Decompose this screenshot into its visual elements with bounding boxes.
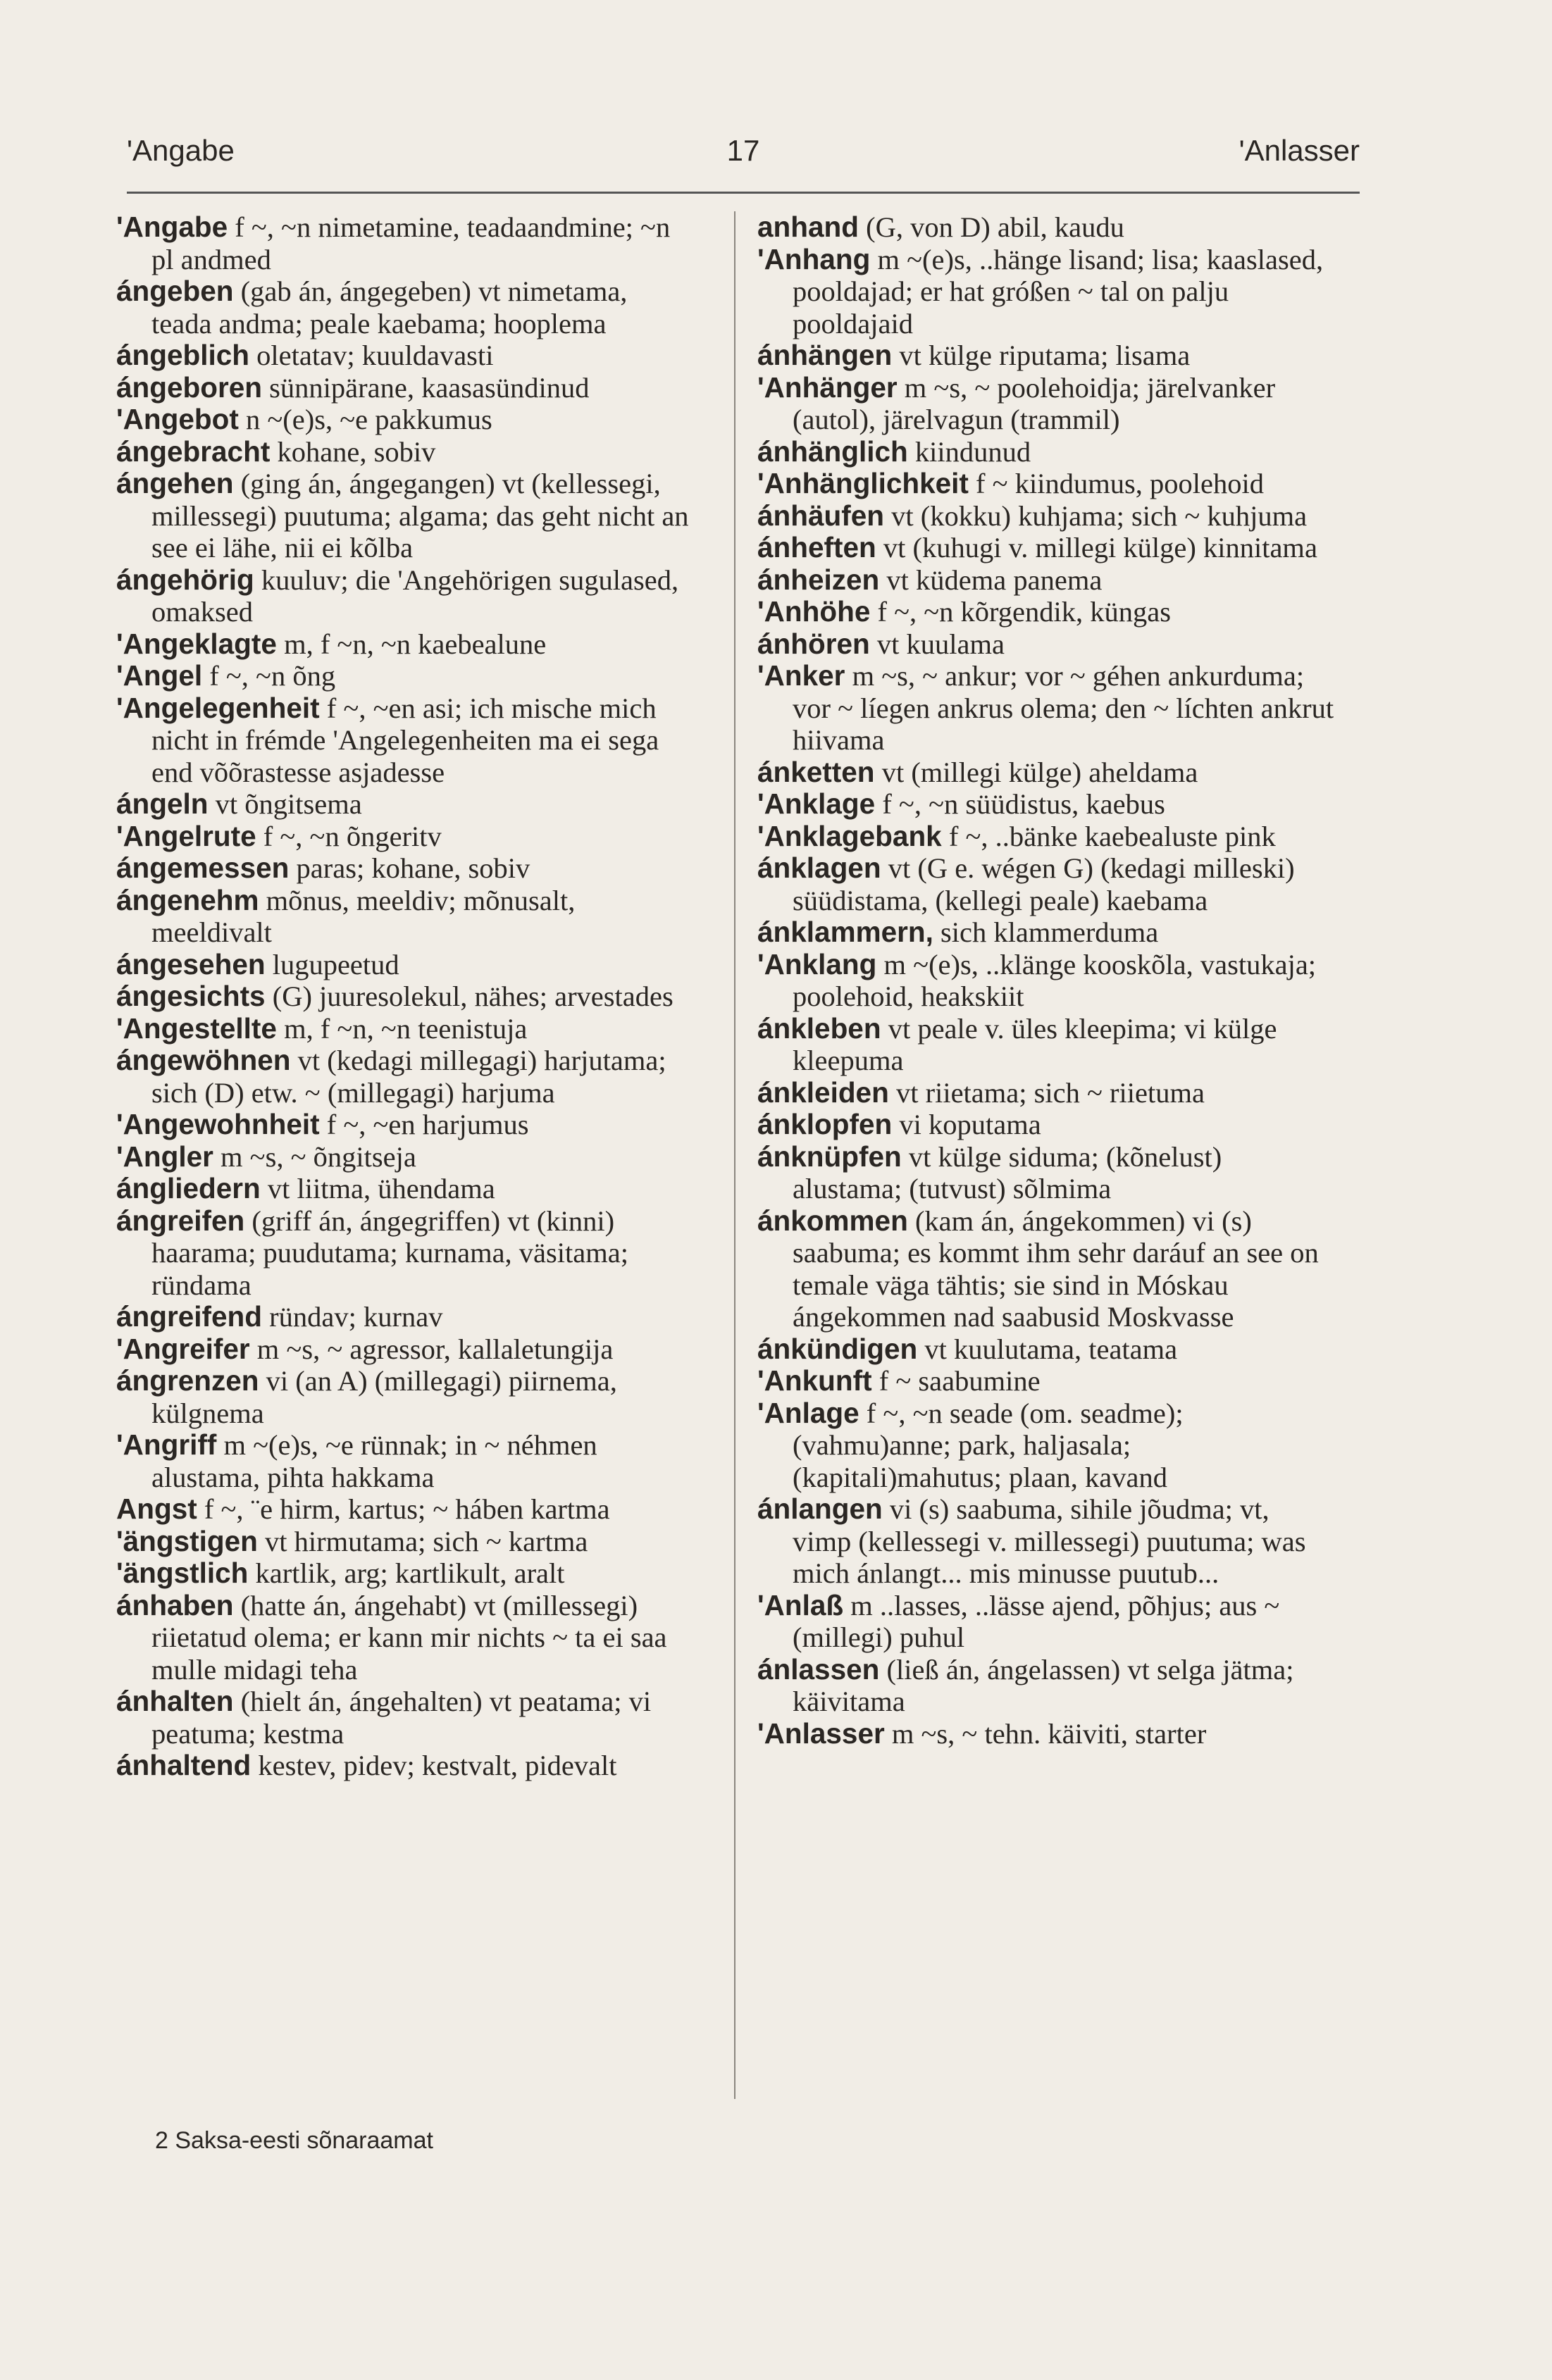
entry-headword: ángesichts xyxy=(116,980,266,1012)
entry-headword: 'Anlage xyxy=(757,1396,859,1429)
entry-headword: ánlangen xyxy=(757,1493,883,1525)
dictionary-entry: 'Angler m ~s, ~ õngitseja xyxy=(116,1140,416,1173)
entry-headword: ánketten xyxy=(757,755,875,788)
entry-headword: 'Anlaß xyxy=(757,1588,844,1621)
entry-headword: ánhäufen xyxy=(757,499,885,532)
dictionary-entry: ánkleiden vt riietama; sich ~ riietuma xyxy=(757,1076,1205,1109)
entry-headword: 'Anklage xyxy=(757,787,876,820)
dictionary-entry: ángemessen paras; kohane, sobiv xyxy=(116,852,530,884)
dictionary-entry: ánhäufen vt (kokku) kuhjama; sich ~ kuhjuma xyxy=(757,499,1308,532)
entry-headword: ánhaltend xyxy=(116,1749,252,1781)
entry-headword: ánhören xyxy=(757,627,870,660)
entry-headword: 'Anhänger xyxy=(757,370,898,404)
entry-headword: ángesehen xyxy=(116,947,266,980)
dictionary-entry: 'Anker m ~s, ~ ankur; vor ~ géhen ankurduma; vor ~ líegen ankrus olema; den ~ líchten ankrut hiivama xyxy=(757,659,1334,756)
dictionary-entry: ánkündigen vt kuulutama, teatama xyxy=(757,1332,1178,1365)
dictionary-entry: 'Anklagebank f ~, ..bänke kaebealuste pink xyxy=(757,819,1276,852)
dictionary-entry: ánkleben vt peale v. üles kleepima; vi külge kleepuma xyxy=(757,1011,1277,1076)
header-right-guideword: 'Anlasser xyxy=(1239,134,1360,167)
dictionary-entry: ánheften vt (kuhugi v. millegi külge) kinnitama xyxy=(757,531,1317,563)
dictionary-entry: 'ängstlich kartlik, arg; kartlikult, aralt xyxy=(116,1557,565,1589)
dictionary-entry: 'Anhöhe f ~, ~n kõrgendik, küngas xyxy=(757,595,1172,628)
entry-headword: anhand xyxy=(757,211,859,243)
dictionary-entry: anhand (G, von D) abil, kaudu xyxy=(757,211,1124,243)
left-column xyxy=(116,211,694,1782)
entry-headword: ánhalten xyxy=(116,1685,234,1717)
dictionary-entry: 'Anlage f ~, ~n seade (om. seadme); (vahmu)anne; park, haljasala; (kapitali)mahutus; plaan, kavand xyxy=(757,1396,1184,1493)
dictionary-entry: Angst f ~, ¨e hirm, kartus; ~ háben kartma xyxy=(116,1493,610,1525)
dictionary-entry: 'Angebot n ~(e)s, ~e pakkumus xyxy=(116,403,492,435)
dictionary-entry: ángeben (gab án, ángegeben) vt nimetama, teada andma; peale kaebama; hooplema xyxy=(116,275,628,339)
dictionary-entry: 'Anhänglichkeit f ~ kiindumus, poolehoid xyxy=(757,467,1264,499)
dictionary-entry: ángrenzen vi (an A) (millegagi) piirnema, külgnema xyxy=(116,1364,617,1429)
dictionary-entry: 'Anklang m ~(e)s, ..klänge kooskõla, vastukaja; poolehoid, heakskiit xyxy=(757,947,1317,1012)
entry-headword: 'Anlasser xyxy=(757,1717,885,1750)
entry-headword: ánklagen xyxy=(757,852,881,884)
dictionary-entry: 'Anlaß m ..lasses, ..lässe ajend, põhjus; aus ~ (millegi) puhul xyxy=(757,1588,1280,1653)
dictionary-entry: ángreifen (griff án, ángegriffen) vt (kinni) haarama; puudutama; kurnama, väsitama; ründama xyxy=(116,1204,628,1301)
dictionary-entry: ángliedern vt liitma, ühendama xyxy=(116,1172,495,1204)
dictionary-entry: ángesehen lugupeetud xyxy=(116,947,399,980)
entry-headword: 'Angel xyxy=(116,659,203,692)
entry-headword: ángewöhnen xyxy=(116,1044,291,1076)
column-divider xyxy=(734,211,735,2099)
dictionary-entry: 'Angel f ~, ~n õng xyxy=(116,659,336,692)
entry-headword: 'Angelegenheit xyxy=(116,691,320,724)
dictionary-entry: ánhaben (hatte án, ángehabt) vt (millessegi) riietatud olema; er kann mir nichts ~ ta ei saa mulle midagi teha xyxy=(116,1588,667,1686)
dictionary-entry: ánhänglich kiindunud xyxy=(757,435,1031,468)
header-left-guideword: 'Angabe xyxy=(127,134,235,167)
entry-headword: ánkleiden xyxy=(757,1076,889,1109)
dictionary-entry: 'Angestellte m, f ~n, ~n teenistuja xyxy=(116,1011,528,1045)
entry-headword: ángreifend xyxy=(116,1300,263,1333)
entry-headword: ánheften xyxy=(757,531,876,563)
entry-headword: 'ängstlich xyxy=(116,1557,249,1589)
dictionary-entry: ánhaltend kestev, pidev; kestvalt, pidevalt xyxy=(116,1749,617,1781)
entry-headword: ángrenzen xyxy=(116,1364,259,1397)
entry-headword: ángemessen xyxy=(116,852,290,884)
entry-headword: 'Anhöhe xyxy=(757,595,871,628)
dictionary-entry: 'Angeklagte m, f ~n, ~n kaebealune xyxy=(116,627,547,660)
entry-headword: ángliedern xyxy=(116,1172,261,1204)
dictionary-entry: ángesichts (G) juuresolekul, nähes; arvestades xyxy=(116,980,673,1012)
entry-headword: 'Angriff xyxy=(116,1428,217,1461)
entry-headword: 'Angebot xyxy=(116,403,239,435)
page-header xyxy=(127,134,1360,190)
dictionary-entry: ánhalten (hielt án, ángehalten) vt peatama; vi peatuma; kestma xyxy=(116,1685,652,1750)
entry-headword: ánknüpfen xyxy=(757,1140,902,1173)
entry-headword: ángeben xyxy=(116,275,234,307)
dictionary-entry: ángenehm mõnus, meeldiv; mõnusalt, meeldivalt xyxy=(116,883,576,948)
dictionary-entry: 'Angelrute f ~, ~n õngeritv xyxy=(116,819,442,852)
dictionary-entry: 'Angelegenheit f ~, ~en asi; ich mische mich nicht in frémde 'Angelegenheiten ma ei sega end võõrastesse asjadesse xyxy=(116,691,659,788)
entry-headword: 'Angelrute xyxy=(116,819,256,852)
dictionary-entry: 'Angabe f ~, ~n nimetamine, teadaandmine; ~n pl andmed xyxy=(116,211,671,275)
entry-headword: 'Anker xyxy=(757,659,845,692)
dictionary-entry: ánhängen vt külge riputama; lisama xyxy=(757,339,1191,371)
dictionary-entry: ángehörig kuuluv; die 'Angehörigen sugulased, omaksed xyxy=(116,563,679,628)
dictionary-entry: ánklopfen vi koputama xyxy=(757,1108,1041,1140)
header-rule xyxy=(127,192,1360,194)
dictionary-entry: ángeblich oletatav; kuuldavasti xyxy=(116,339,494,371)
dictionary-entry: ánheizen vt küdema panema xyxy=(757,563,1103,596)
entry-headword: ángreifen xyxy=(116,1204,245,1237)
dictionary-entry: 'Anlasser m ~s, ~ tehn. käiviti, starter xyxy=(757,1717,1207,1750)
entry-headword: ángebracht xyxy=(116,435,271,468)
entry-headword: 'Anhänglichkeit xyxy=(757,467,969,499)
entry-headword: ánhängen xyxy=(757,339,893,371)
dictionary-entry: ánlassen (ließ án, ángelassen) vt selga jätma; käivitama xyxy=(757,1652,1294,1717)
entry-headword: 'Ankunft xyxy=(757,1364,872,1397)
entry-headword: 'Angabe xyxy=(116,211,228,243)
dictionary-entry: ánklagen vt (G e. wégen G) (kedagi milleski) süüdistama, (kellegi peale) kaebama xyxy=(757,852,1295,916)
dictionary-entry: 'Angewohnheit f ~, ~en harjumus xyxy=(116,1108,529,1140)
entry-headword: ánhänglich xyxy=(757,435,908,468)
dictionary-entry: 'Anhang m ~(e)s, ..hänge lisand; lisa; kaaslased, pooldajad; er hat gróßen ~ tal on palju pooldajaid xyxy=(757,242,1324,339)
entry-headword: 'Angreifer xyxy=(116,1332,250,1365)
entry-headword: ángeboren xyxy=(116,370,263,404)
entry-headword: 'Anhang xyxy=(757,242,871,275)
dictionary-entry: 'Anhänger m ~s, ~ poolehoidja; järelvanker (autol), järelvagun (trammil) xyxy=(757,370,1276,435)
entry-headword: Angst xyxy=(116,1493,197,1525)
entry-headword: 'Anklagebank xyxy=(757,819,942,852)
dictionary-entry: ánklammern, sich klammerduma xyxy=(757,916,1159,948)
entry-headword: 'Angewohnheit xyxy=(116,1108,320,1140)
entry-headword: 'Anklang xyxy=(757,947,877,980)
entry-headword: 'Angeklagte xyxy=(116,627,277,660)
entry-headword: ángehörig xyxy=(116,563,254,596)
entry-headword: 'Angestellte xyxy=(116,1011,277,1045)
entry-headword: ánhaben xyxy=(116,1588,234,1621)
entry-headword: ángeblich xyxy=(116,339,250,371)
dictionary-entry: ánhören vt kuulama xyxy=(757,627,1005,660)
dictionary-entry: ánkommen (kam án, ángekommen) vi (s) saabuma; es kommt ihm sehr daráuf an see on temale väga tähtis; sie sind in Móskau ángekommen nad saabusid Moskvasse xyxy=(757,1204,1319,1333)
page-number: 17 xyxy=(726,134,760,167)
dictionary-entry: ángreifend ründav; kurnav xyxy=(116,1300,443,1333)
dictionary-entry: ángeln vt õngitsema xyxy=(116,787,362,820)
dictionary-entry: 'Anklage f ~, ~n süüdistus, kaebus xyxy=(757,787,1165,820)
footer-signature: 2 Saksa-eesti sõnaraamat xyxy=(155,2127,433,2154)
entry-headword: ángenehm xyxy=(116,883,259,916)
entry-headword: ánheizen xyxy=(757,563,880,596)
entry-headword: ánkündigen xyxy=(757,1332,918,1365)
entry-headword: ángehen xyxy=(116,467,234,499)
entry-headword: 'ängstigen xyxy=(116,1524,258,1557)
dictionary-entry: 'Angreifer m ~s, ~ agressor, kallaletungija xyxy=(116,1332,614,1365)
entry-headword: ánkommen xyxy=(757,1204,908,1237)
dictionary-entry: ánlangen vi (s) saabuma, sihile jõudma; vt, vimp (kellessegi v. millessegi) puutuma; was mich ánlangt... mis minusse puutub... xyxy=(757,1493,1306,1589)
dictionary-entry: 'Angriff m ~(e)s, ~e rünnak; in ~ néhmen alustama, pihta hakkama xyxy=(116,1428,597,1493)
dictionary-entry: ánketten vt (millegi külge) aheldama xyxy=(757,755,1198,788)
entry-headword: ánlassen xyxy=(757,1652,880,1686)
dictionary-entry: ángeboren sünnipärane, kaasasündinud xyxy=(116,370,590,404)
entry-headword: ángeln xyxy=(116,787,209,820)
dictionary-entry: 'Ankunft f ~ saabumine xyxy=(757,1364,1041,1397)
dictionary-entry: 'ängstigen vt hirmutama; sich ~ kartma xyxy=(116,1524,588,1557)
dictionary-entry: ángewöhnen vt (kedagi millegagi) harjutama; sich (D) etw. ~ (millegagi) harjuma xyxy=(116,1044,666,1109)
dictionary-entry: ángehen (ging án, ángegangen) vt (kellessegi, millessegi) puutuma; algama; das geht nicht an see ei lähe, nii ei kõlba xyxy=(116,467,689,563)
entry-headword: 'Angler xyxy=(116,1140,213,1173)
dictionary-entry: ánknüpfen vt külge siduma; (kõnelust) alustama; (tutvust) sõlmima xyxy=(757,1140,1222,1204)
dictionary-entry: ángebracht kohane, sobiv xyxy=(116,435,436,468)
entry-headword: ánklammern, xyxy=(757,916,933,948)
entry-headword: ánkleben xyxy=(757,1011,881,1045)
entry-headword: ánklopfen xyxy=(757,1108,893,1140)
right-column xyxy=(757,211,1335,1750)
